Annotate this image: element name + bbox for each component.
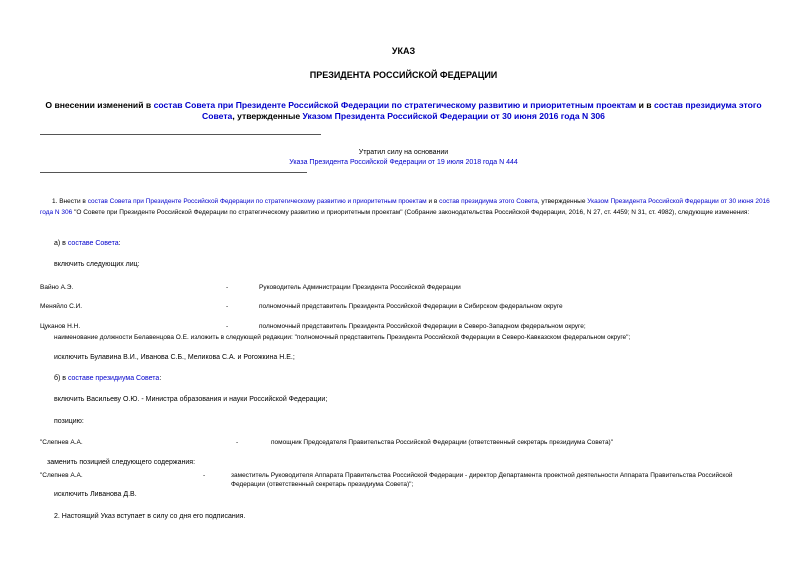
person-dash: - <box>226 323 229 330</box>
person-dash: - <box>226 303 229 310</box>
decree-issuer: ПРЕЗИДЕНТА РОССИЙСКОЙ ФЕДЕРАЦИИ <box>309 70 498 80</box>
item-b-link[interactable]: составе президиума Совета <box>67 375 160 382</box>
status-note: Утратил силу на основании <box>358 149 449 156</box>
status-link-decree-444[interactable]: Указа Президента Российской Федерации от 19 июля 2018 года N 444 <box>289 159 518 166</box>
position-label: позицию: <box>54 418 84 425</box>
person-role: полномочный представитель Президента Российской Федерации в Северо-Западном федеральном округе; <box>259 323 586 330</box>
subject-link-council[interactable]: состав Совета при Президенте Российской Федерации по стратегическому развитию и приоритетным проектам <box>153 100 637 110</box>
divider-top <box>40 134 321 135</box>
person-name: Цуканов Н.Н. <box>40 323 81 330</box>
decree-subject: О внесении изменений в состав Совета при Президенте Российской Федерации по стратегическому развитию и приоритетным проектам и в состав президиума этого Совета, утвержденные Указом Президента Российской Федерации от 30 июня 2016 года N 306 <box>45 100 762 121</box>
exclude-a: исключить Булавина В.И., Иванова С.Б., Меликова С.А. и Рогожкина Н.Е.; <box>54 354 295 361</box>
subject-link-decree-306[interactable]: Указом Президента Российской Федерации от 30 июня 2016 года N 306 <box>302 111 605 121</box>
new-position-role: заместитель Руководителя Аппарата Правительства Российской Федерации - директор Департамента проектной деятельности Аппарата Правительства Российской Федерации (ответственный секретарь президиума Совета)"; <box>231 472 733 488</box>
divider-bottom <box>40 172 307 173</box>
subject-link-presidium[interactable]: состав президиума этого Совета <box>202 100 762 121</box>
new-position-name: "Слепнев А.А. <box>40 472 83 479</box>
include-label: включить следующих лиц: <box>54 261 140 268</box>
para1-link-decree-306[interactable]: Указом Президента Российской Федерации от 30 июня 2016 года N 306 <box>40 198 770 216</box>
old-position-role: помощник Председателя Правительства Российской Федерации (ответственный секретарь президиума Совета)" <box>271 439 614 446</box>
decree-title: УКАЗ <box>391 46 416 56</box>
include-b: включить Васильеву О.Ю. - Министра образования и науки Российской Федерации; <box>54 396 328 403</box>
new-position-dash: - <box>203 472 206 479</box>
person-dash: - <box>226 284 229 291</box>
position-change: наименование должности Белавенцова О.Е. изложить в следующей редакции: "полномочный представитель Президента Российской Федерации в Северо-Кавказском федеральном округе"; <box>54 334 631 341</box>
person-name: Меняйло С.И. <box>40 303 83 310</box>
old-position-dash: - <box>236 439 239 446</box>
para1-link-council[interactable]: состав Совета при Президенте Российской Федерации по стратегическому развитию и приоритетным проектам <box>87 198 427 205</box>
person-role: Руководитель Администрации Президента Российской Федерации <box>259 284 461 291</box>
old-position-name: "Слепнев А.А. <box>40 439 83 446</box>
exclude-b: исключить Ливанова Д.В. <box>54 491 137 498</box>
item-b: б) в составе президиума Совета: <box>54 375 162 382</box>
paragraph-2: 2. Настоящий Указ вступает в силу со дня его подписания. <box>54 513 246 520</box>
item-a: а) в составе Совета: <box>54 240 121 247</box>
person-name: Вайно А.Э. <box>40 284 74 291</box>
person-role: полномочный представитель Президента Российской Федерации в Сибирском федеральном округе <box>259 303 563 310</box>
item-a-link[interactable]: составе Совета <box>67 240 119 247</box>
para1-link-presidium[interactable]: состав президиума этого Совета <box>439 198 538 205</box>
status-link-row <box>0 158 807 168</box>
paragraph-1: 1. Внести в состав Совета при Президенте Российской Федерации по стратегическому развитию и приоритетным проектам и в состав президиума этого Совета, утвержденные Указом Президента Российской Федерации от 30 июня 2016 года N 306 "О Совете при Президенте Российской Федерации по стратегическому развитию и приоритетным проектам" (Собрание законодательства Российской Федерации, 2016, N 27, ст. 4459; N 31, ст. 4982), следующие изменения: <box>40 198 770 216</box>
replace-label: заменить позицией следующего содержания: <box>47 459 196 466</box>
